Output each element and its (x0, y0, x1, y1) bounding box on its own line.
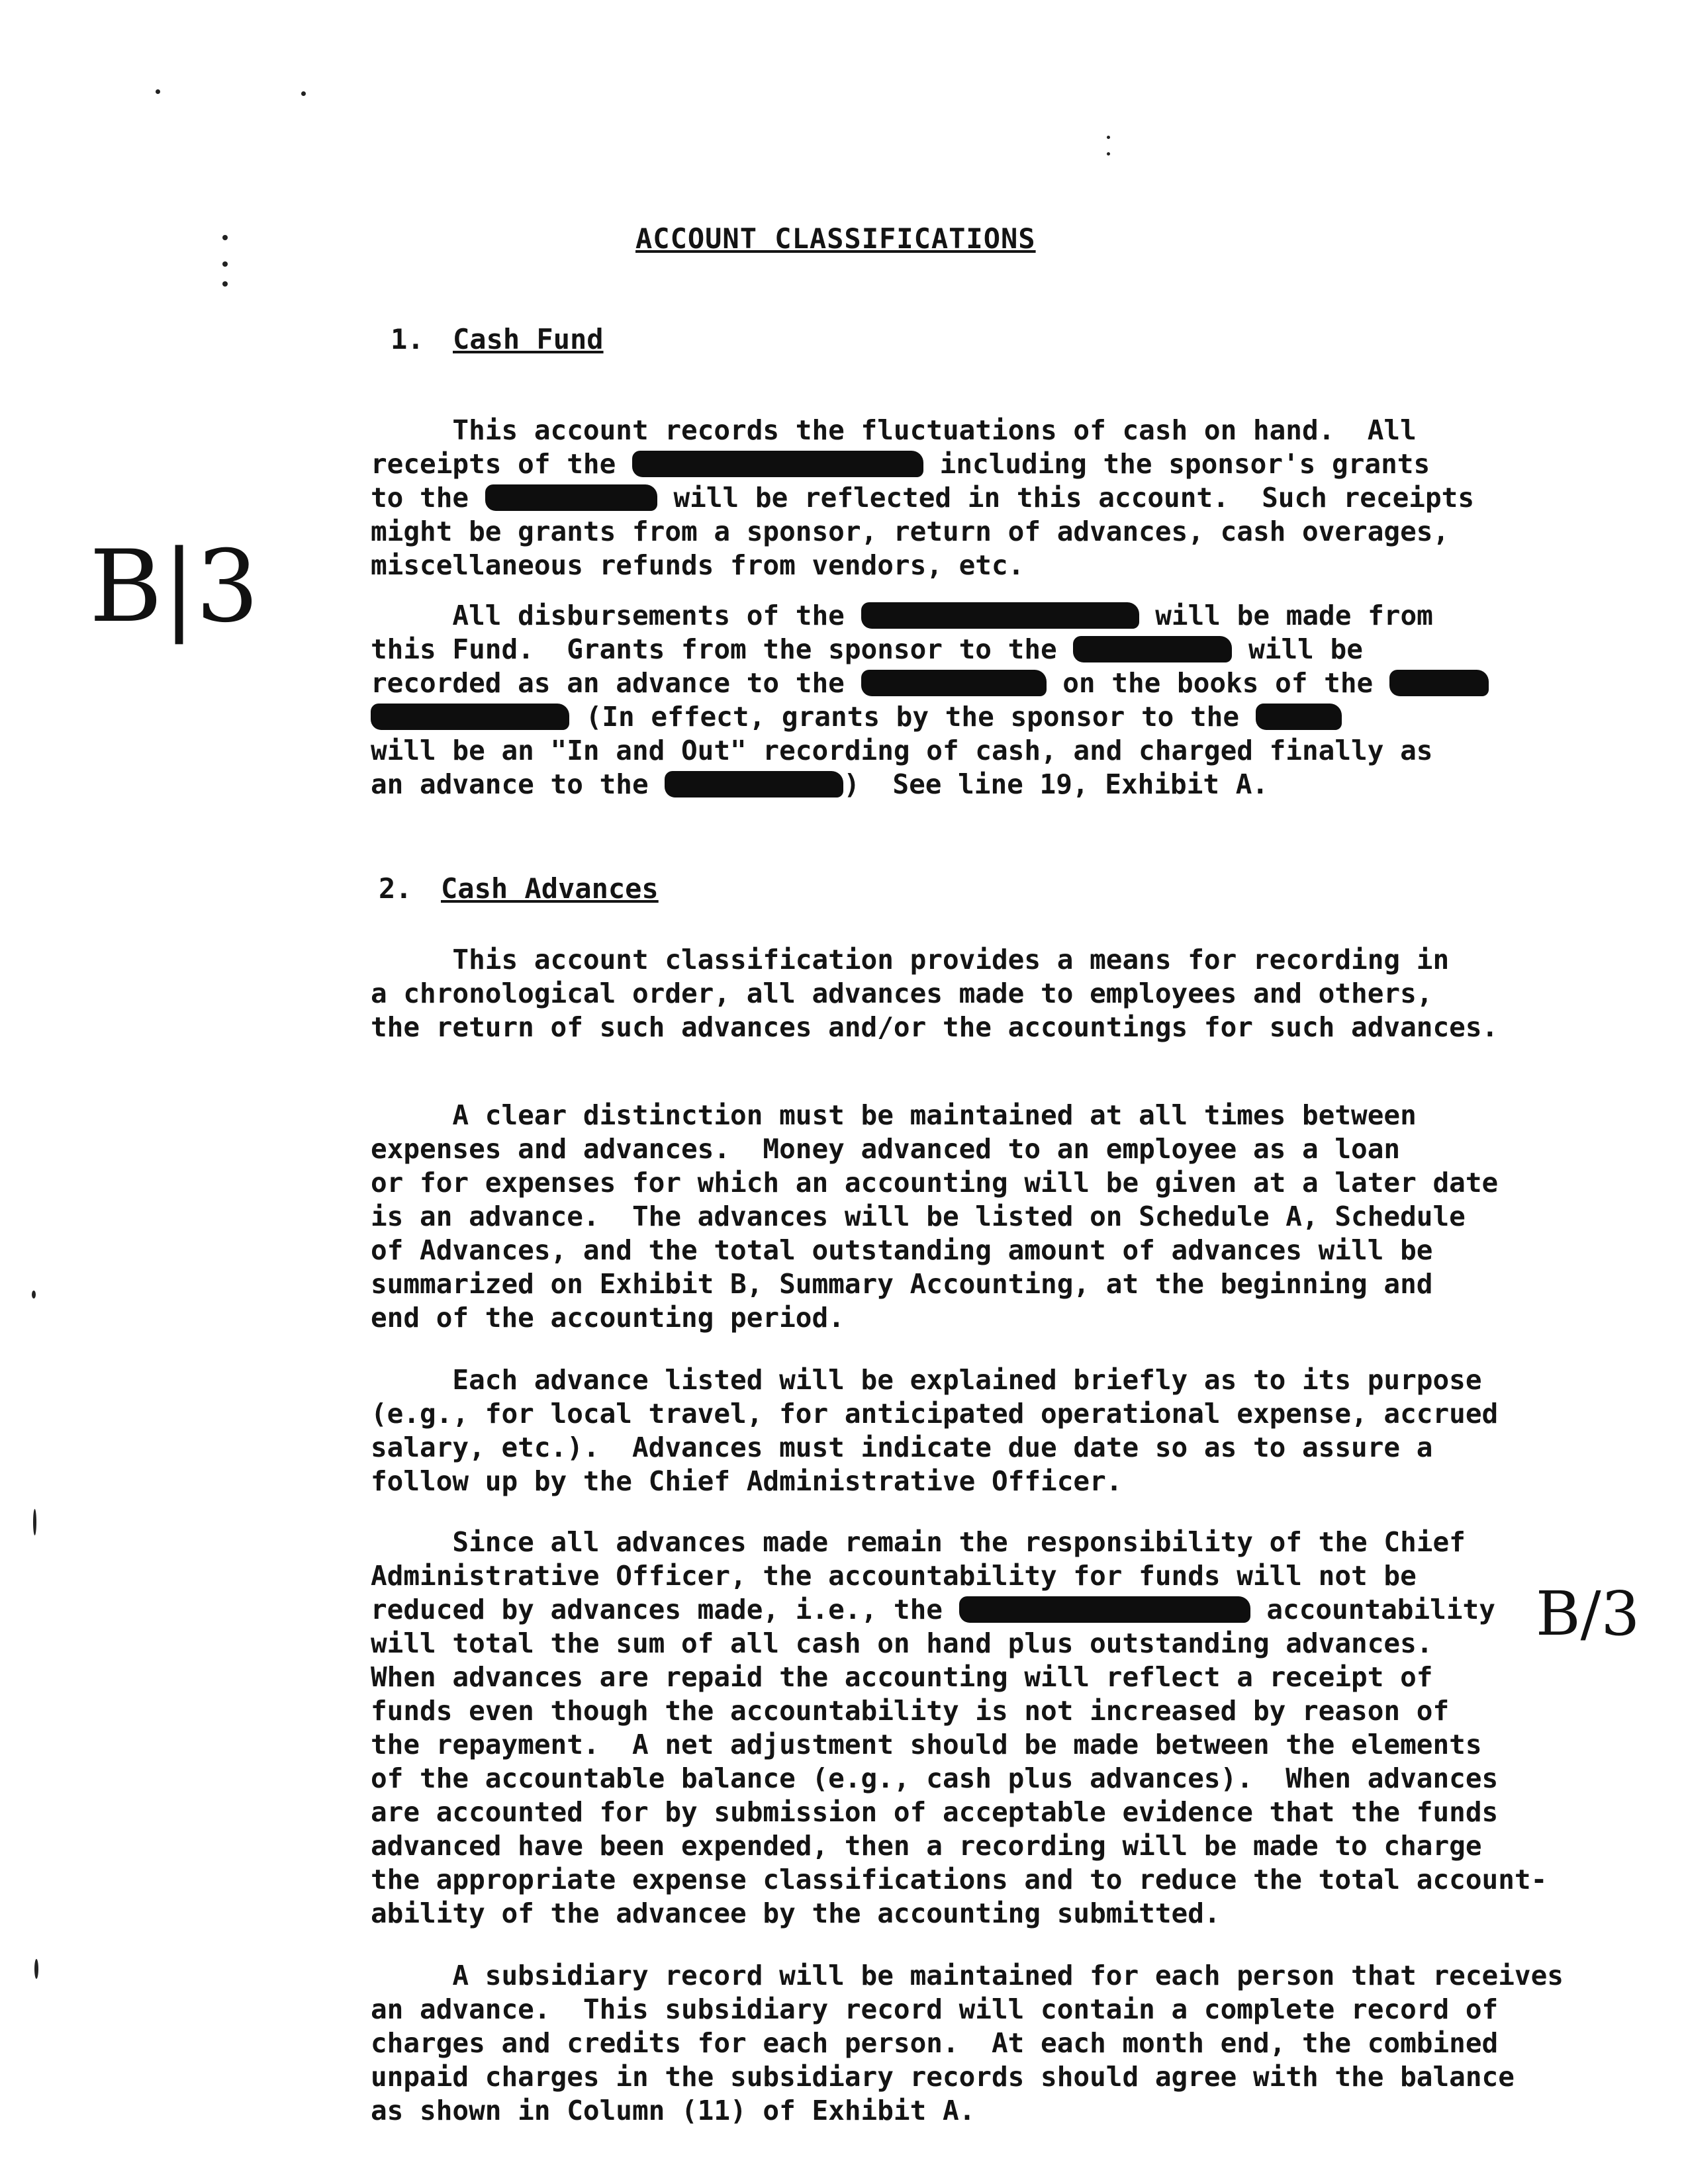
text-line-content: recorded as an advance to the (371, 667, 861, 699)
text-line-content: salary, etc.). Advances must indicate due date so as to assure a (371, 1432, 1433, 1463)
text-line-content: ) See line 19, Exhibit A. (843, 768, 1269, 800)
text-line-content: might be grants from a sponsor, return of advances, cash overages, (371, 516, 1450, 547)
section-2-number: 2. (379, 872, 412, 905)
section-1-heading (391, 323, 604, 355)
redaction-block (1073, 636, 1232, 662)
text-line-content: end of the accounting period. (371, 1302, 845, 1334)
text-line-content: summarized on Exhibit B, Summary Accounting, at the beginning and (371, 1268, 1433, 1300)
text-line-content: the appropriate expense classifications and to reduce the total account- (371, 1864, 1548, 1895)
text-line-content: this Fund. Grants from the sponsor to the (371, 633, 1074, 665)
text-line-content: a chronological order, all advances made to employees and others, (371, 978, 1433, 1009)
scan-speck (1107, 136, 1110, 139)
text-line-content: of the accountable balance (e.g., cash plus advances). When advances (371, 1762, 1499, 1794)
text-line (371, 1959, 1564, 1993)
text-line (371, 943, 1556, 977)
redaction-block (1256, 704, 1342, 730)
text-line-content: are accounted for by submission of acceptable evidence that the funds (371, 1796, 1499, 1828)
text-line (371, 1363, 1556, 1397)
text-line (371, 768, 1556, 801)
text-line-content: This account records the fluctuations of cash on hand. All (371, 414, 1417, 446)
text-line (371, 515, 1556, 549)
text-line-content: funds even though the accountability is not increased by reason of (371, 1695, 1450, 1727)
redaction-block (959, 1596, 1250, 1623)
scan-speck (1107, 152, 1110, 156)
text-line-content: Administrative Officer, the accountability for funds will not be (371, 1560, 1417, 1592)
text-line (371, 2026, 1556, 2060)
text-line (371, 1234, 1556, 1267)
section-2-heading (379, 872, 659, 905)
text-line (371, 1762, 1556, 1796)
handwritten-mark-left: B|3 (89, 529, 259, 645)
text-line-content: A subsidiary record will be maintained for each person that receives (371, 1960, 1564, 1991)
text-line-content: is an advance. The advances will be listed on Schedule A, Schedule (371, 1201, 1466, 1232)
text-line-content: the repayment. A net adjustment should be made between the elements (371, 1729, 1482, 1760)
redaction-block (485, 484, 657, 511)
text-line-content: charges and credits for each person. At each month end, the combined (371, 2027, 1499, 2059)
text-line (371, 1397, 1556, 1431)
redaction-block (861, 670, 1047, 696)
text-line (371, 666, 1556, 700)
text-line-content: (In effect, grants by the sponsor to the (569, 701, 1256, 733)
text-line (371, 1993, 1556, 2026)
text-line-content: an advance. This subsidiary record will contain a complete record of (371, 1993, 1499, 2025)
text-line (371, 414, 1556, 447)
text-line-content: expenses and advances. Money advanced to an employee as a loan (371, 1133, 1401, 1165)
scan-speck (33, 1509, 36, 1535)
text-line (371, 1132, 1556, 1166)
scan-speck (156, 89, 160, 94)
text-line-content: will be an "In and Out" recording of cash, and charged finally as (371, 735, 1433, 766)
section-1-title: Cash Fund (453, 323, 604, 355)
text-line (371, 481, 1556, 515)
text-line-content: including the sponsor's grants (923, 448, 1430, 480)
text-line-content: accountability (1250, 1594, 1495, 1625)
text-line (371, 1829, 1556, 1863)
section-2-paragraph-1 (371, 943, 1556, 1044)
section-1-number: 1. (391, 323, 424, 355)
text-line-content: When advances are repaid the accounting will reflect a receipt of (371, 1661, 1433, 1693)
redaction-block (861, 602, 1139, 629)
text-line (371, 1166, 1556, 1200)
text-line (371, 1465, 1556, 1498)
text-line (371, 1559, 1556, 1593)
scan-speck (301, 91, 306, 96)
text-line (371, 1525, 1556, 1559)
section-1-paragraph-2 (371, 599, 1556, 801)
text-line (371, 1267, 1556, 1301)
text-line (371, 1627, 1556, 1661)
section-2-paragraph-3 (371, 1363, 1556, 1498)
text-line (371, 549, 1556, 582)
text-line-content: unpaid charges in the subsidiary records should agree with the balance (371, 2061, 1515, 2093)
text-line (371, 599, 1556, 633)
text-line (371, 1694, 1556, 1728)
text-line-content: follow up by the Chief Administrative Officer. (371, 1465, 1123, 1497)
text-line (371, 977, 1556, 1011)
text-line-content: the return of such advances and/or the accountings for such advances. (371, 1011, 1499, 1043)
text-line (371, 1431, 1556, 1465)
redaction-block (1389, 670, 1489, 696)
text-line (371, 447, 1556, 481)
text-line (371, 1011, 1556, 1044)
text-line-content: of Advances, and the total outstanding amount of advances will be (371, 1234, 1433, 1266)
section-2-paragraph-4 (371, 1525, 1556, 1931)
text-line-content: as shown in Column (11) of Exhibit A. (371, 2095, 976, 2126)
text-line (371, 1728, 1556, 1762)
text-line-content: advanced have been expended, then a recording will be made to charge (371, 1830, 1482, 1862)
scan-speck (32, 1291, 36, 1298)
redaction-block (632, 451, 923, 477)
text-line-content: on the books of the (1046, 667, 1389, 699)
text-line-content: reduced by advances made, i.e., the (371, 1594, 959, 1625)
text-line (371, 1301, 1556, 1335)
text-line-content: miscellaneous refunds from vendors, etc. (371, 549, 1025, 581)
scan-speck (222, 235, 228, 240)
page-title: ACCOUNT CLASSIFICATIONS (635, 222, 1036, 255)
text-line (371, 1661, 1556, 1694)
text-line-content: to the (371, 482, 485, 514)
text-line (371, 734, 1556, 768)
text-line-content: will be reflected in this account. Such receipts (657, 482, 1475, 514)
text-line (371, 1593, 1556, 1627)
text-line-content: All disbursements of the (371, 600, 861, 631)
section-1-paragraph-1 (371, 414, 1556, 582)
redaction-block (371, 704, 569, 730)
scan-speck (222, 281, 228, 287)
text-line (371, 2060, 1556, 2094)
text-line-content: Since all advances made remain the responsibility of the Chief (371, 1526, 1466, 1558)
text-line (371, 1099, 1556, 1132)
text-line (371, 1897, 1556, 1931)
text-line-content: or for expenses for which an accounting will be given at a later date (371, 1167, 1499, 1199)
text-line-content: receipts of the (371, 448, 632, 480)
text-line-content: ability of the advancee by the accounting submitted. (371, 1897, 1221, 1929)
text-line-content: This account classification provides a means for recording in (371, 944, 1450, 976)
text-line-content: Each advance listed will be explained briefly as to its purpose (371, 1364, 1482, 1396)
redaction-block (665, 771, 843, 797)
text-line (371, 1863, 1556, 1897)
text-line (371, 700, 1556, 734)
text-line-content: an advance to the (371, 768, 665, 800)
scan-speck (34, 1959, 38, 1979)
text-line-content: will be made from (1139, 600, 1433, 631)
text-line-content: (e.g., for local travel, for anticipated operational expense, accrued (371, 1398, 1499, 1430)
section-2-paragraph-5 (371, 1959, 1564, 2128)
text-line (371, 1796, 1556, 1829)
text-line (371, 1200, 1556, 1234)
section-2-title: Cash Advances (441, 872, 659, 905)
text-line-content: A clear distinction must be maintained at all times between (371, 1099, 1417, 1131)
text-line (371, 633, 1556, 666)
text-line-content: will be (1232, 633, 1363, 665)
scan-speck (222, 261, 228, 267)
handwritten-mark-right: B/3 (1536, 1578, 1640, 1649)
text-line (371, 2094, 1556, 2128)
text-line-content: will total the sum of all cash on hand plus outstanding advances. (371, 1627, 1433, 1659)
section-2-paragraph-2 (371, 1099, 1556, 1335)
